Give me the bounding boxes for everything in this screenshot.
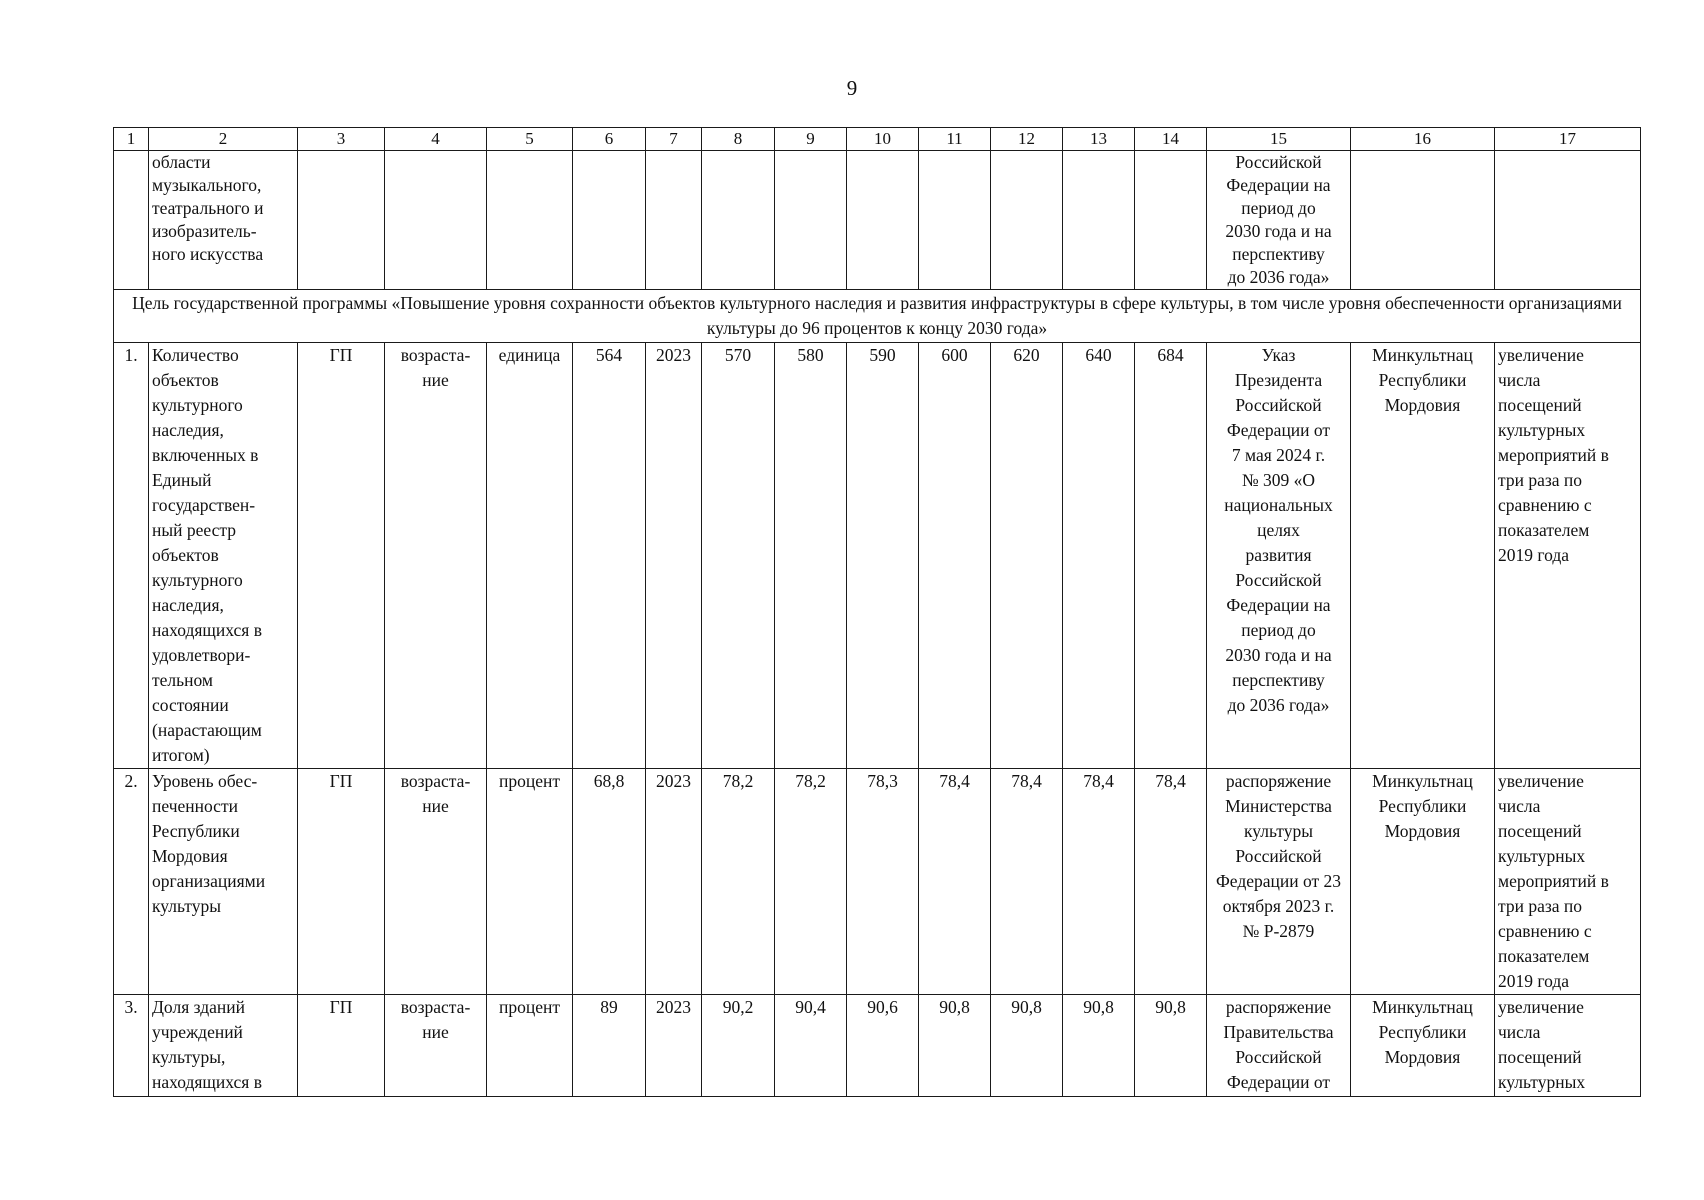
column-number: 12	[991, 128, 1063, 151]
unit: процент	[487, 995, 573, 1097]
column-number: 15	[1207, 128, 1351, 151]
indicator-name: Уровень обес- печенности Республики Мордовия организациями культуры	[149, 769, 298, 995]
column-number: 9	[775, 128, 847, 151]
value-2027: 590	[847, 343, 919, 769]
base-year: 2023	[646, 769, 702, 995]
table-row	[114, 343, 1641, 769]
value-2027: 78,3	[847, 769, 919, 995]
value-2026: 580	[775, 343, 847, 769]
column-number: 8	[702, 128, 775, 151]
responsible-body: Минкультнац Республики Мордовия	[1351, 769, 1495, 995]
indicator-name: Количество объектов культурного наследия, включенных в Единый государствен- ный реестр объектов культурного наследия, находящихся в удовлетвори- тельном состоянии (нарастающим итогом)	[149, 343, 298, 769]
national-goal-link: увеличение числа посещений культурных	[1495, 995, 1641, 1097]
value-final: 684	[1135, 343, 1207, 769]
indicator-trend: возраста- ние	[385, 769, 487, 995]
column-number: 2	[149, 128, 298, 151]
value-final: 78,4	[1135, 769, 1207, 995]
responsible-body: Минкультнац Республики Мордовия	[1351, 995, 1495, 1097]
legal-document: Указ Президента Российской Федерации от 7 мая 2024 г. № 309 «О национальных целях развития Российской Федерации на период до 2030 года и на перспективу до 2036 года»	[1207, 343, 1351, 769]
continuation-row	[114, 151, 1641, 290]
base-value: 89	[573, 995, 646, 1097]
column-number: 11	[919, 128, 991, 151]
indicator-name: области музыкального, театрального и изобразитель- ного искусства	[149, 151, 298, 290]
row-number: 3.	[114, 995, 149, 1097]
column-number: 17	[1495, 128, 1641, 151]
table-row	[114, 769, 1641, 995]
indicator-name: Доля зданий учреждений культуры, находящихся в	[149, 995, 298, 1097]
value-2027: 90,6	[847, 995, 919, 1097]
column-number: 1	[114, 128, 149, 151]
column-number-row	[114, 128, 1641, 151]
legal-document: распоряжение Правительства Российской Федерации от	[1207, 995, 1351, 1097]
column-number: 6	[573, 128, 646, 151]
value-2029: 78,4	[991, 769, 1063, 995]
value-2025: 78,2	[702, 769, 775, 995]
base-value: 564	[573, 343, 646, 769]
column-number: 13	[1063, 128, 1135, 151]
base-year: 2023	[646, 995, 702, 1097]
base-year: 2023	[646, 343, 702, 769]
value-2030: 78,4	[1063, 769, 1135, 995]
value-2030: 90,8	[1063, 995, 1135, 1097]
value-2029: 620	[991, 343, 1063, 769]
column-number: 5	[487, 128, 573, 151]
column-number: 3	[298, 128, 385, 151]
value-2028: 90,8	[919, 995, 991, 1097]
column-number: 4	[385, 128, 487, 151]
page-number: 9	[846, 76, 858, 100]
responsible-body: Минкультнац Республики Мордовия	[1351, 343, 1495, 769]
value-2029: 90,8	[991, 995, 1063, 1097]
national-goal-link: увеличение числа посещений культурных мероприятий в три раза по сравнению с показателем 2019 года	[1495, 769, 1641, 995]
value-2028: 600	[919, 343, 991, 769]
indicator-level: ГП	[298, 343, 385, 769]
legal-document: Российской Федерации на период до 2030 года и на перспективу до 2036 года»	[1207, 151, 1351, 290]
indicator-trend: возраста- ние	[385, 995, 487, 1097]
row-number: 2.	[114, 769, 149, 995]
column-number: 7	[646, 128, 702, 151]
column-number: 16	[1351, 128, 1495, 151]
program-goal: Цель государственной программы «Повышение уровня сохранности объектов культурного наследия и развития инфраструктуры в сфере культуры, в том числе уровня обеспеченности организациями культуры до 96 процентов к концу 2030 года»	[114, 290, 1641, 343]
indicator-level: ГП	[298, 769, 385, 995]
column-number: 10	[847, 128, 919, 151]
unit: единица	[487, 343, 573, 769]
indicator-trend: возраста- ние	[385, 343, 487, 769]
national-goal-link: увеличение числа посещений культурных мероприятий в три раза по сравнению с показателем 2019 года	[1495, 343, 1641, 769]
row-number: 1.	[114, 343, 149, 769]
value-final: 90,8	[1135, 995, 1207, 1097]
indicators-table	[113, 127, 1641, 1097]
table-row	[114, 995, 1641, 1097]
value-2025: 90,2	[702, 995, 775, 1097]
value-2026: 78,2	[775, 769, 847, 995]
base-value: 68,8	[573, 769, 646, 995]
value-2028: 78,4	[919, 769, 991, 995]
value-2030: 640	[1063, 343, 1135, 769]
goal-row	[114, 290, 1641, 343]
unit: процент	[487, 769, 573, 995]
legal-document: распоряжение Министерства культуры Российской Федерации от 23 октября 2023 г. № Р-2879	[1207, 769, 1351, 995]
column-number: 14	[1135, 128, 1207, 151]
value-2025: 570	[702, 343, 775, 769]
value-2026: 90,4	[775, 995, 847, 1097]
indicator-level: ГП	[298, 995, 385, 1097]
